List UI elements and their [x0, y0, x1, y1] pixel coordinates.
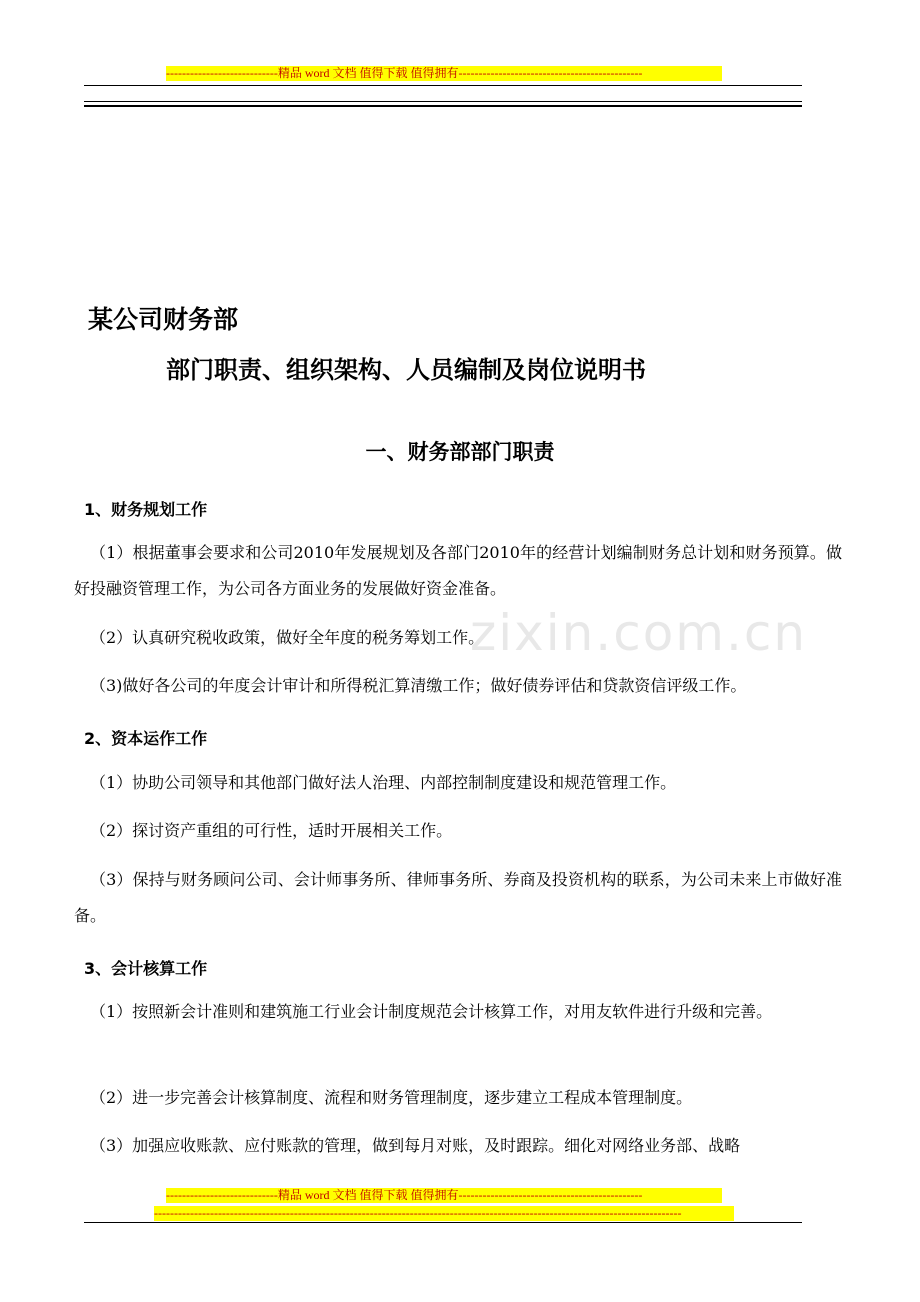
- footer-rule: [84, 1222, 802, 1223]
- header-double-rule-bottom: [84, 105, 802, 107]
- paragraph: （2）探讨资产重组的可行性，适时开展相关工作。: [90, 821, 453, 840]
- paragraph: （3)做好各公司的年度会计审计和所得税汇算清缴工作；做好债券评估和贷款资信评级工作。: [90, 676, 747, 695]
- paragraph: （2）进一步完善会计核算制度、流程和财务管理制度，逐步建立工程成本管理制度。: [90, 1088, 693, 1107]
- footer-banner-dashes: ------------------------------------------------------------------------------------------------------------------------------------: [154, 1206, 734, 1221]
- header-double-rule-top: [84, 101, 802, 102]
- document-title: 部门职责、组织架构、人员编制及岗位说明书: [166, 356, 646, 384]
- header-rule: [84, 85, 802, 86]
- footer-banner: ----------------------------精品 word 文档 值得下载 值得拥有----------------------------------------------: [166, 1188, 722, 1203]
- company-title: 某公司财务部: [88, 305, 239, 334]
- section-title: 一、财务部部门职责: [365, 440, 555, 464]
- paragraph: （1）按照新会计准则和建筑施工行业会计制度规范会计核算工作，对用友软件进行升级和完善。: [90, 1002, 773, 1021]
- paragraph: （3）加强应收账款、应付账款的管理，做到每月对账，及时跟踪。细化对网络业务部、战略: [90, 1136, 741, 1155]
- paragraph: （1）协助公司领导和其他部门做好法人治理、内部控制制度建设和规范管理工作。: [90, 773, 677, 792]
- section-heading: 2、资本运作工作: [84, 729, 208, 748]
- section-heading: 3、会计核算工作: [84, 959, 208, 978]
- paragraph: （1）根据董事会要求和公司2010年发展规划及各部门2010年的经营计划编制财务总计划和财务预算。做好投融资管理工作，为公司各方面业务的发展做好资金准备。: [74, 543, 842, 598]
- watermark: zixin.com.cn: [470, 604, 808, 662]
- paragraph: （2）认真研究税收政策，做好全年度的税务筹划工作。: [90, 628, 485, 647]
- section-heading: 1、财务规划工作: [84, 500, 208, 519]
- paragraph: （3）保持与财务顾问公司、会计师事务所、律师事务所、券商及投资机构的联系，为公司未来上市做好准备。: [74, 870, 842, 925]
- header-banner: ----------------------------精品 word 文档 值得下载 值得拥有----------------------------------------------: [166, 66, 722, 81]
